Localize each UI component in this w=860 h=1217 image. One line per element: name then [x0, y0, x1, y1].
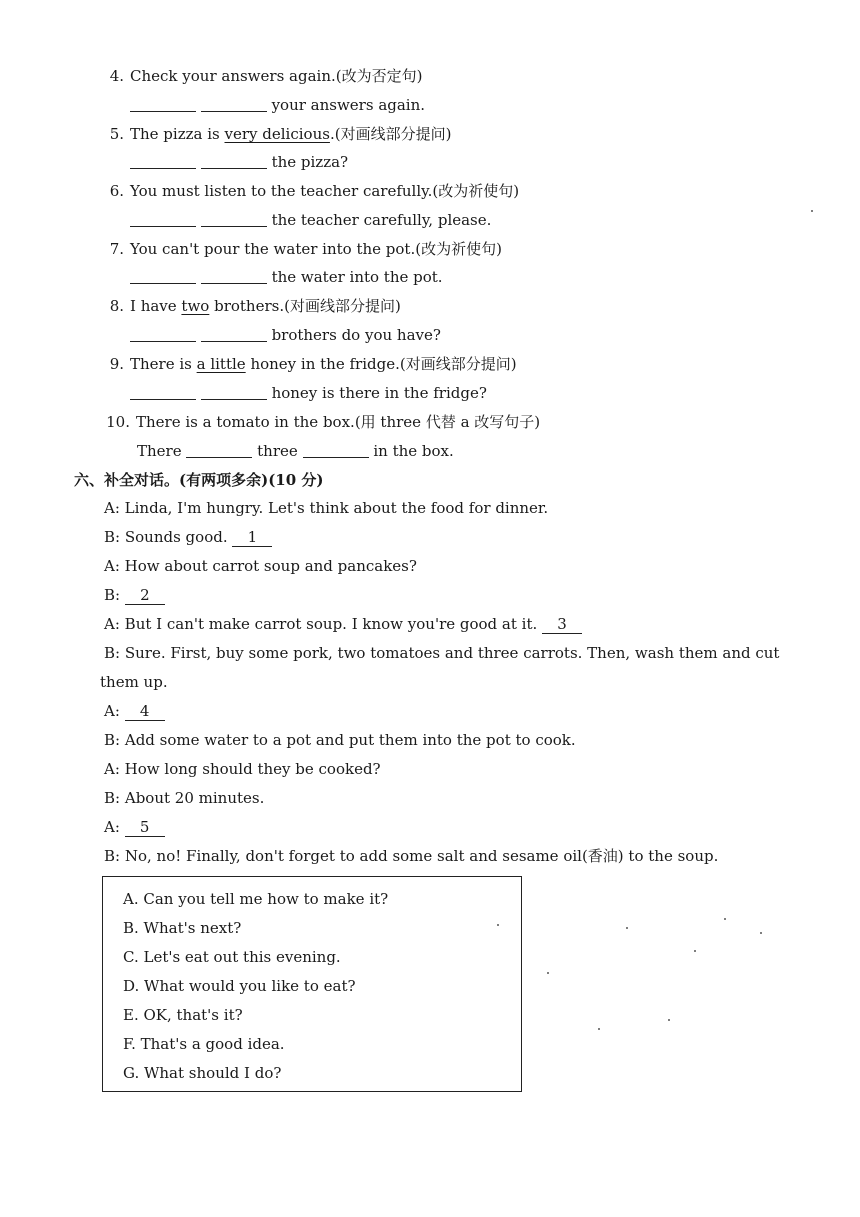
question-9: 9. There is a little honey in the fridge.(对画线部分提问) — [109, 355, 517, 373]
section-heading: 六、补全对话。(有两项多余)(10 分) — [74, 471, 324, 489]
question-10: 10. There is a tomato in the box.(用 three 代替 a 改写句子) — [106, 413, 541, 431]
answer-blank[interactable] — [130, 154, 196, 169]
answer-blank[interactable] — [201, 269, 267, 284]
answer-blank[interactable] — [130, 212, 196, 227]
dialogue-blank[interactable]: 5 — [125, 819, 165, 837]
option-f: F. That's a good idea. — [123, 1035, 285, 1053]
answer-blank[interactable] — [303, 443, 369, 458]
question-4: 4. Check your answers again.(改为否定句) — [109, 67, 423, 85]
option-c: C. Let's eat out this evening. — [123, 948, 341, 966]
option-g: G. What should I do? — [123, 1064, 282, 1082]
option-a: A. Can you tell me how to make it? — [123, 890, 389, 908]
answer-line-6: the teacher carefully, please. — [130, 210, 491, 230]
dialogue-blank[interactable]: 3 — [542, 616, 582, 634]
scan-speck — [598, 1028, 600, 1030]
dialogue-blank[interactable]: 1 — [232, 529, 272, 547]
option-e: E. OK, that's it? — [123, 1006, 243, 1024]
options-box — [102, 876, 522, 1092]
question-7: 7. You can't pour the water into the pot.(改为祈使句) — [109, 240, 502, 258]
dialogue-line: B: About 20 minutes. — [104, 789, 265, 807]
scan-speck — [626, 927, 628, 929]
answer-blank[interactable] — [130, 327, 196, 342]
dialogue-line: B: Sure. First, buy some pork, two tomatoes and three carrots. Then, wash them and cut — [104, 644, 780, 662]
answer-blank[interactable] — [201, 385, 267, 400]
dialogue-blank[interactable]: 2 — [125, 587, 165, 605]
scan-speck — [547, 972, 549, 974]
question-5: 5. The pizza is very delicious.(对画线部分提问) — [109, 125, 452, 143]
option-d: D. What would you like to eat? — [123, 977, 356, 995]
answer-blank[interactable] — [201, 97, 267, 112]
dialogue-line: A: 4 — [104, 701, 165, 721]
dialogue-line: A: How long should they be cooked? — [104, 760, 381, 778]
option-b: B. What's next? — [123, 919, 242, 937]
answer-line-8: brothers do you have? — [130, 325, 441, 345]
answer-line-9: honey is there in the fridge? — [130, 383, 487, 403]
answer-blank[interactable] — [130, 269, 196, 284]
dialogue-line: B: Sounds good. 1 — [104, 527, 272, 547]
answer-blank[interactable] — [130, 385, 196, 400]
answer-line-5: the pizza? — [130, 152, 348, 172]
scan-speck — [811, 210, 813, 212]
answer-blank[interactable] — [201, 327, 267, 342]
answer-blank[interactable] — [201, 154, 267, 169]
answer-line-4: your answers again. — [130, 95, 425, 115]
dialogue-continuation: them up. — [100, 673, 168, 691]
dialogue-line: A: How about carrot soup and pancakes? — [104, 557, 417, 575]
answer-line-10: There three in the box. — [137, 442, 454, 460]
answer-blank[interactable] — [186, 443, 252, 458]
answer-line-7: the water into the pot. — [130, 267, 443, 287]
dialogue-line: A: But I can't make carrot soup. I know you're good at it. 3 — [104, 614, 582, 634]
answer-blank[interactable] — [130, 97, 196, 112]
dialogue-line: A: Linda, I'm hungry. Let's think about the food for dinner. — [104, 499, 549, 517]
dialogue-line: B: 2 — [104, 585, 165, 605]
dialogue-line: B: No, no! Finally, don't forget to add some salt and sesame oil(香油) to the soup. — [104, 847, 719, 865]
question-8: 8. I have two brothers.(对画线部分提问) — [109, 297, 401, 315]
scan-speck — [724, 918, 726, 920]
dialogue-blank[interactable]: 4 — [125, 703, 165, 721]
scan-speck — [668, 1019, 670, 1021]
dialogue-line: B: Add some water to a pot and put them into the pot to cook. — [104, 731, 576, 749]
answer-blank[interactable] — [201, 212, 267, 227]
scan-speck — [497, 924, 499, 926]
scan-speck — [694, 950, 696, 952]
dialogue-line: A: 5 — [104, 817, 165, 837]
scan-speck — [760, 932, 762, 934]
question-6: 6. You must listen to the teacher carefully.(改为祈使句) — [109, 182, 520, 200]
